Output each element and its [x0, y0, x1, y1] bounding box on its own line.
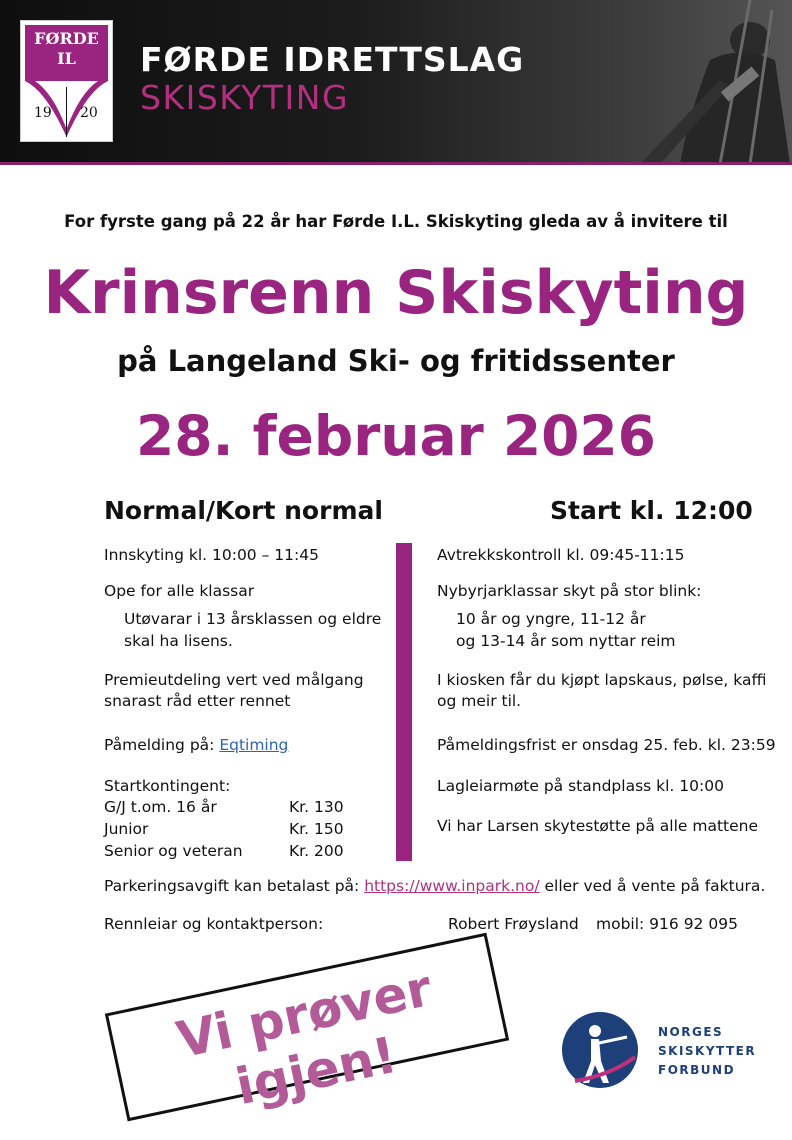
inpark-link[interactable]: https://www.inpark.no/ [364, 877, 540, 895]
right-heading: Start kl. 12:00 [550, 496, 753, 525]
nybyrjar-text: Nybyrjarklassar skyt på stor blink: [437, 582, 702, 600]
pamelding-label: Påmelding på: [104, 736, 220, 754]
header-divider-line [0, 162, 792, 165]
innskyting-text: Innskyting kl. 10:00 – 11:45 [104, 546, 319, 564]
nsf-logo-icon [561, 1011, 639, 1089]
pamelding-line [104, 736, 288, 754]
premie-line-1: Premieutdeling vert ved målgang [104, 671, 364, 689]
parking-suffix: eller ved å vente på faktura. [539, 877, 766, 895]
nybyrjar-line-1: 10 år og yngre, 11-12 år [456, 610, 646, 628]
fee-price-senior: Kr. 200 [289, 842, 344, 860]
header-banner [0, 0, 792, 164]
event-date: 28. februar 2026 [136, 404, 656, 468]
club-name: FØRDE IDRETTSLAG [140, 40, 525, 79]
premie-line-2: snarast råd etter rennet [104, 692, 291, 710]
larsen-text: Vi har Larsen skytestøtte på alle mattene [437, 817, 759, 835]
lisens-line-2: skal ha lisens. [124, 632, 233, 650]
column-divider [396, 543, 412, 861]
event-title: Krinsrenn Skiskyting [43, 258, 749, 328]
club-logo [20, 20, 113, 142]
contact-mobile: mobil: 916 92 095 [596, 915, 738, 933]
club-subtitle: SKISKYTING [140, 78, 350, 117]
fee-price-junior: Kr. 150 [289, 820, 344, 838]
kiosk-line-2: og meir til. [437, 692, 522, 710]
left-heading: Normal/Kort normal [104, 496, 383, 525]
avtrekk-text: Avtrekkskontroll kl. 09:45-11:15 [437, 546, 685, 564]
frist-text: Påmeldingsfrist er onsdag 25. feb. kl. 23:59 [437, 736, 776, 754]
stamp-text: Vi prøver igjen! [171, 959, 437, 1117]
nybyrjar-line-2: og 13-14 år som nyttar reim [456, 632, 676, 650]
fee-price-gj: Kr. 130 [289, 798, 344, 816]
biathlete-silhouette-icon [600, 0, 792, 164]
nsf-line-1: NORGES [658, 1025, 724, 1039]
kiosk-line-1: I kiosken får du kjøpt lapskaus, pølse, kaffi [437, 671, 767, 689]
lagleiar-text: Lagleiarmøte på standplass kl. 10:00 [437, 777, 724, 795]
logo-year-right: 20 [80, 105, 98, 121]
lisens-line-1: Utøvarar i 13 årsklassen og eldre [124, 610, 382, 628]
parking-line [104, 877, 765, 895]
parking-prefix: Parkeringsavgift kan betalast på: [104, 877, 365, 895]
logo-year-left: 19 [34, 105, 52, 121]
logo-text-forde: FØRDE [34, 29, 99, 48]
venue-text: på Langeland Ski- og fritidssenter [117, 344, 675, 378]
nsf-line-2: SKISKYTTER [658, 1044, 757, 1058]
nsf-line-3: FORBUND [658, 1063, 736, 1077]
fee-label-senior: Senior og veteran [104, 842, 243, 860]
stamp-box [105, 933, 509, 1122]
fee-label-gj: G/J t.om. 16 år [104, 798, 217, 816]
eqtiming-link[interactable]: Eqtiming [219, 736, 289, 754]
ope-text: Ope for alle klassar [104, 582, 255, 600]
fee-label-junior: Junior [104, 820, 149, 838]
intro-text: For fyrste gang på 22 år har Førde I.L. Skiskyting gleda av å invitere til [64, 212, 728, 231]
contact-name: Robert Frøysland [448, 915, 579, 933]
logo-text-il: IL [57, 49, 76, 68]
contact-label: Rennleiar og kontaktperson: [104, 915, 324, 933]
startkontingent-label: Startkontingent: [104, 777, 231, 795]
